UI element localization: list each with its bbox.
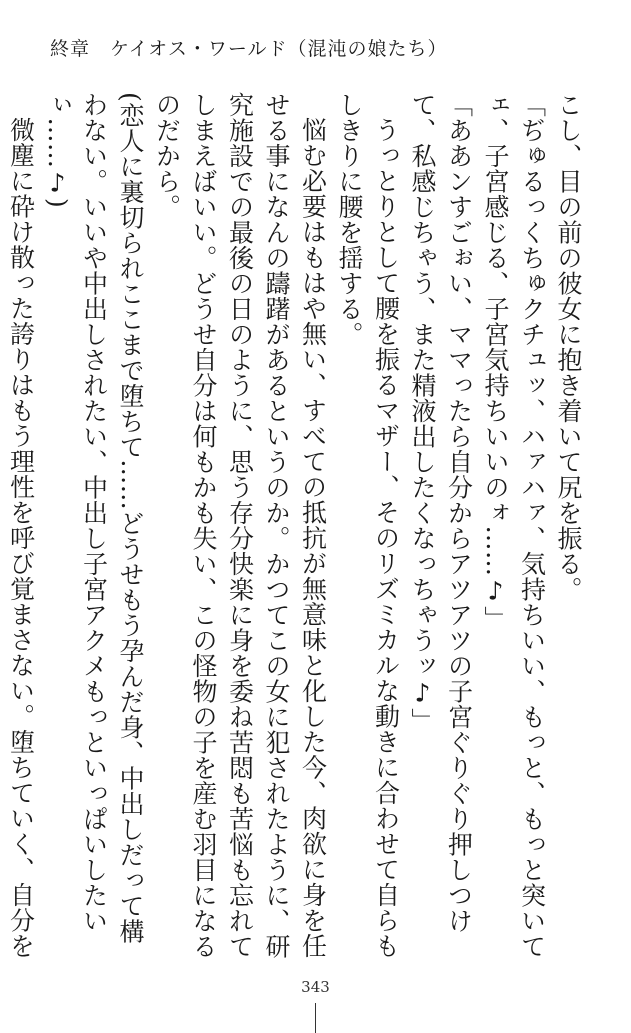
paragraph: 「ぢゅるっくちゅクチュッ、ハァハァ、気持ちいい、もっと、もっと突いてェ、子宮感じる、子宮気持ちいいのォ……♪」 <box>481 92 547 959</box>
paragraph: うっとりとして腰を振るマザー、そのリズミカルな動きに合わせて自らもしきりに腰を揺する。 <box>335 92 401 959</box>
paragraph: (恋人に裏切られここまで堕ちて……どうせもう孕んだ身、中出しだって構わない。いいや中出しされたい、中出し子宮アクメもっといっぱいしたいぃ……♪) <box>43 92 145 944</box>
body-text <box>6 92 586 962</box>
running-head: 終章 ケイオス・ワールド（混沌の娘たち） <box>50 38 448 60</box>
page-rule <box>315 1003 316 1033</box>
paragraph: 微塵に砕け散った誇りはもう理性を呼び覚まさない。堕ちていく、自分を <box>6 117 36 959</box>
paragraph: 「ああンすごぉい、ママったら自分からアツアツの子宮ぐりぐり押しつけて、私感じちゃう、また精液出したくなっちゃうッ♪」 <box>408 92 474 934</box>
paragraph: 悩む必要はもはや無い、すべての抵抗が無意味と化した今、肉欲に身を任せる事になんの躊躇があるというのか。かつてこの女に犯されたように、研究施設での最後の日のように、思う存分快楽に身を委ね苦悶も苦悩も忘れてしまえばいい。どうせ自分は何もかも失い、この怪物の子を産む羽目になるのだから。 <box>152 92 328 959</box>
paragraph: こし、目の前の彼女に抱き着いて尻を振る。 <box>554 92 583 602</box>
page-number: 343 <box>301 978 330 996</box>
